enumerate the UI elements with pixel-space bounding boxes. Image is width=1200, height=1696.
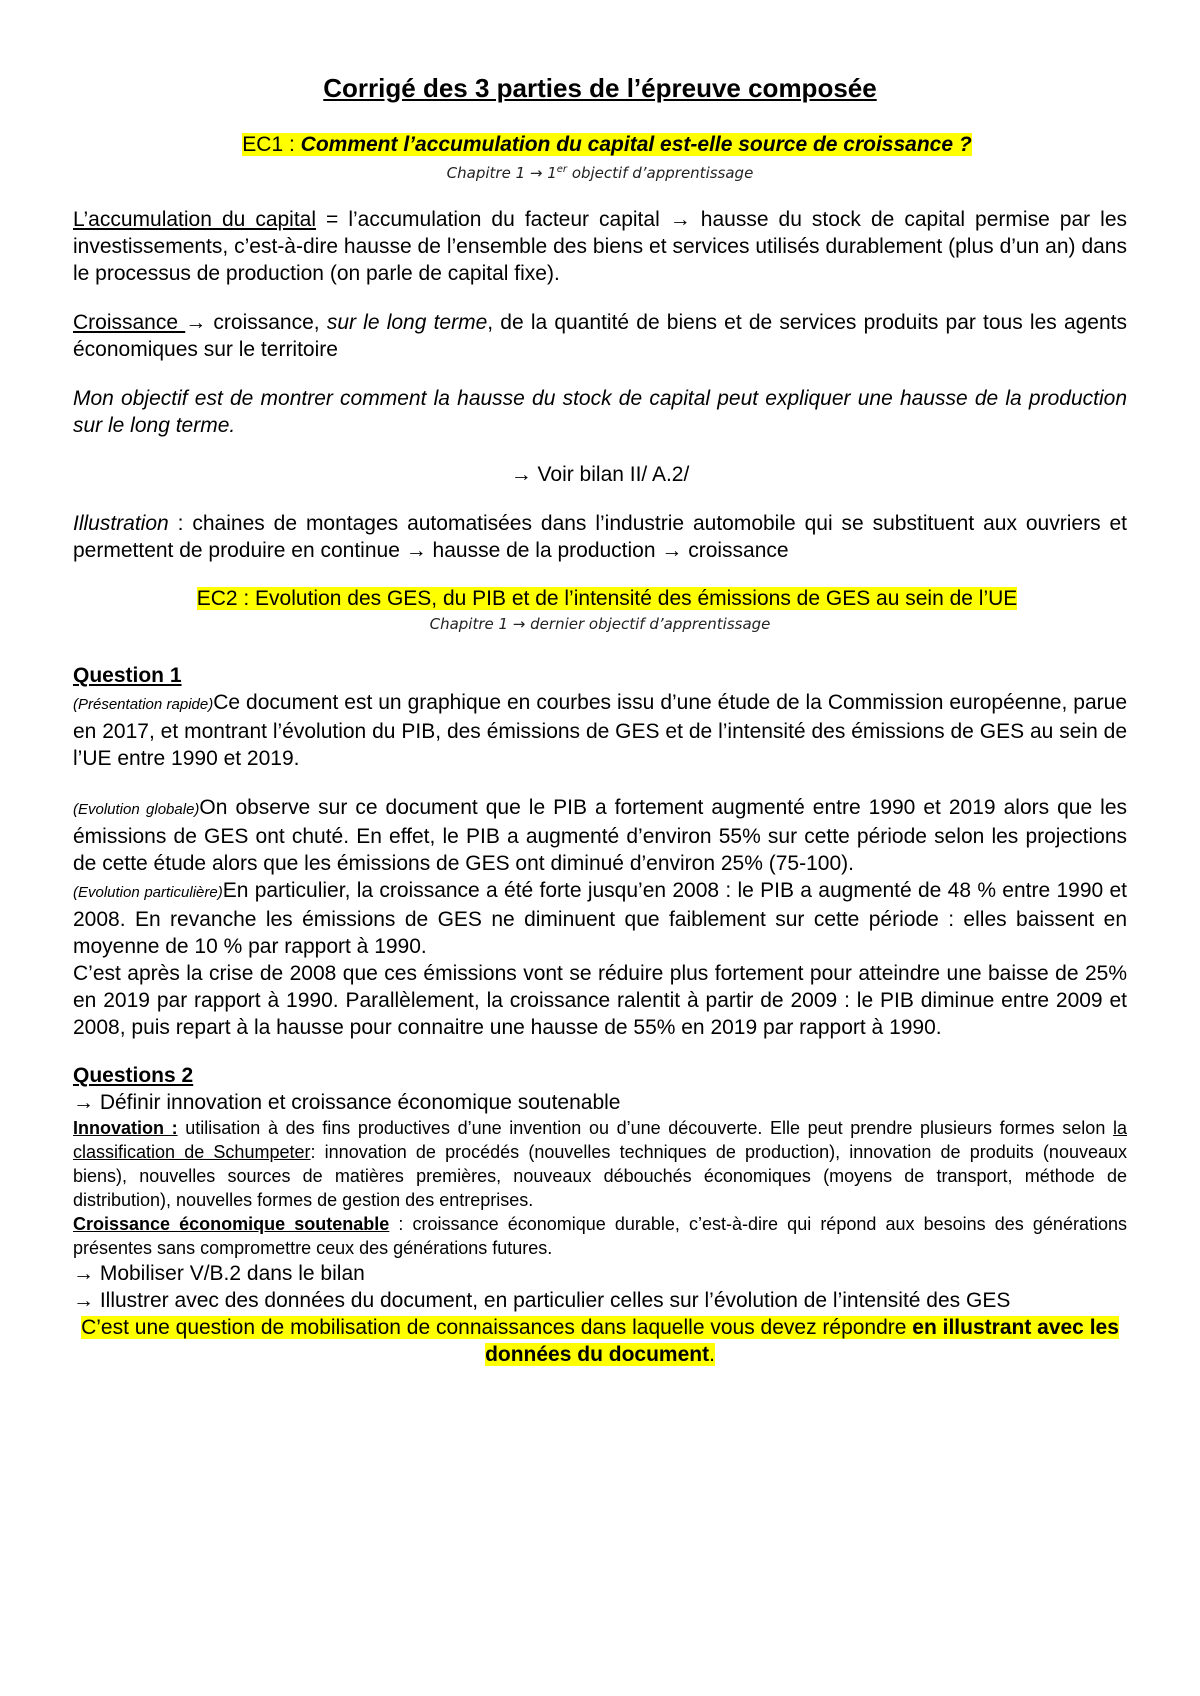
illustration-paragraph — [73, 510, 1127, 564]
mobiliser-note: → Mobiliser V/B.2 dans le bilan — [73, 1262, 365, 1285]
q1-tag: (Evolution globale) — [73, 801, 200, 818]
ec1-question: Comment l’accumulation du capital est-elle source de croissance ? — [300, 133, 972, 156]
see-bilan-note: → Voir bilan II/ A.2/ — [510, 463, 690, 486]
definition-text: = l’accumulation du facteur capital → hausse du stock de capital permise par les investissements, c’est-à-dire hausse de l’ensemble des biens et services utilisés durablement (plus d’un an) dans le processus de production (on parle de capital fixe). — [73, 208, 1127, 285]
ec1-chapter-sup: er — [556, 164, 568, 175]
ec1-chapter-suffix: objectif d’apprentissage — [567, 164, 754, 182]
illustration-label: Illustration — [73, 512, 169, 535]
definition-term: L’accumulation du capital — [73, 208, 317, 231]
definition-emphasis: sur le long terme — [326, 311, 488, 334]
definition-text: → croissance, — [185, 311, 327, 334]
final-note — [73, 1314, 1127, 1368]
definition-innovation — [73, 1116, 1127, 1212]
final-note-end: . — [709, 1343, 715, 1366]
final-note-bold: en illustrant avec les données du document — [485, 1316, 1119, 1366]
ec2-heading-text: EC2 : Evolution des GES, du PIB et de l’intensité des émissions de GES au sein de l’UE — [196, 587, 1018, 610]
illustration-text: : chaines de montages automatisées dans l’industrie automobile qui se substituent aux ouvriers et permettent de produire en continue → hausse de la production → croissance — [73, 512, 1127, 562]
definition-accumulation — [73, 206, 1127, 287]
q1-tag: (Evolution particulière) — [73, 884, 223, 901]
ec1-chapter-prefix: Chapitre 1 → 1 — [446, 164, 557, 182]
q1-tag: (Présentation rapide) — [73, 696, 214, 713]
q1-text: En particulier, la croissance a été forte jusqu’en 2008 : le PIB a augmenté de 48 % entre 1990 et 2008. En revanche les émissions de GES ne diminuent que faiblement sur cette période : elles baissent en moyenne de 10 % par rapport à 1990. — [73, 879, 1127, 958]
q1-text: Ce document est un graphique en courbes issu d’une étude de la Commission européenne, parue en 2017, et montrant l’évolution du PIB, des émissions de GES et de l’intensité des émissions de GES au sein de l’UE entre 1990 et 2019. — [73, 691, 1128, 770]
q1-particular-evolution — [73, 877, 1127, 960]
definition-text: : innovation de procédés (nouvelles techniques de production), innovation de produits (nouveaux biens), nouvelles sources de matières premières, nouveaux débouchés économiques (moyens de transport, méthode de distribution), nouvelles formes de gestion des entreprises. — [73, 1142, 1127, 1210]
ec1-heading — [73, 132, 1127, 159]
definition-term: Croissance — [73, 311, 186, 334]
definition-croissance — [73, 309, 1127, 363]
final-note-text: C’est une question de mobilisation de connaissances dans laquelle vous devez répondre — [81, 1316, 913, 1339]
definition-text: : croissance économique durable, c’est-à-dire qui répond aux besoins des générations présentes sans compromettre ceux des générations futures. — [73, 1214, 1127, 1258]
q1-text: On observe sur ce document que le PIB a fortement augmenté entre 1990 et 2019 alors que les émissions de GES ont chuté. En effet, le PIB a augmenté d’environ 55% sur cette période selon les projections de cette étude alors que les émissions de GES ont diminué d’environ 25% (75-100). — [73, 796, 1128, 875]
definition-term: Innovation : — [73, 1118, 178, 1138]
definition-text: utilisation à des fins productives d’une invention ou d’une découverte. Elle peut prendre plusieurs formes selon — [177, 1118, 1113, 1138]
final-note-highlight — [81, 1316, 1119, 1366]
schumpeter-reference: la classification de Schumpeter — [73, 1118, 1127, 1162]
ec1-highlight — [242, 133, 971, 156]
illustrer-note: → Illustrer avec des données du document, en particulier celles sur l’évolution de l’intensité des GES — [73, 1289, 1011, 1312]
q1-global-evolution — [73, 794, 1127, 877]
ec1-chapter — [73, 159, 1127, 184]
objective-statement: Mon objectif est de montrer comment la hausse du stock de capital peut expliquer une hausse de la production sur le long terme. — [73, 387, 1127, 437]
question-1-title: Question 1 — [73, 664, 182, 687]
ec2-heading — [73, 586, 1127, 613]
q1-after-crisis: C’est après la crise de 2008 que ces émissions vont se réduire plus fortement pour atteindre une baisse de 25% en 2019 par rapport à 1990. Parallèlement, la croissance ralentit à partir de 2009 : le PIB diminue entre 2009 et 2008, puis repart à la hausse pour connaitre une hausse de 55% en 2019 par rapport à 1990. — [73, 962, 1127, 1039]
definition-term: Croissance économique soutenable — [73, 1214, 390, 1234]
ec2-chapter: Chapitre 1 → dernier objectif d’apprentissage — [429, 615, 771, 633]
ec1-label: EC1 : — [242, 133, 301, 156]
q1-presentation — [73, 689, 1127, 772]
question-2-title: Questions 2 — [73, 1064, 194, 1087]
definition-croissance-soutenable — [73, 1212, 1127, 1260]
q2-instruction: → Définir innovation et croissance économique soutenable — [73, 1091, 621, 1114]
definition-text: , de la quantité de biens et de services produits par tous les agents économiques sur le territoire — [73, 311, 1127, 361]
page-title: Corrigé des 3 parties de l’épreuve composée — [323, 73, 877, 103]
